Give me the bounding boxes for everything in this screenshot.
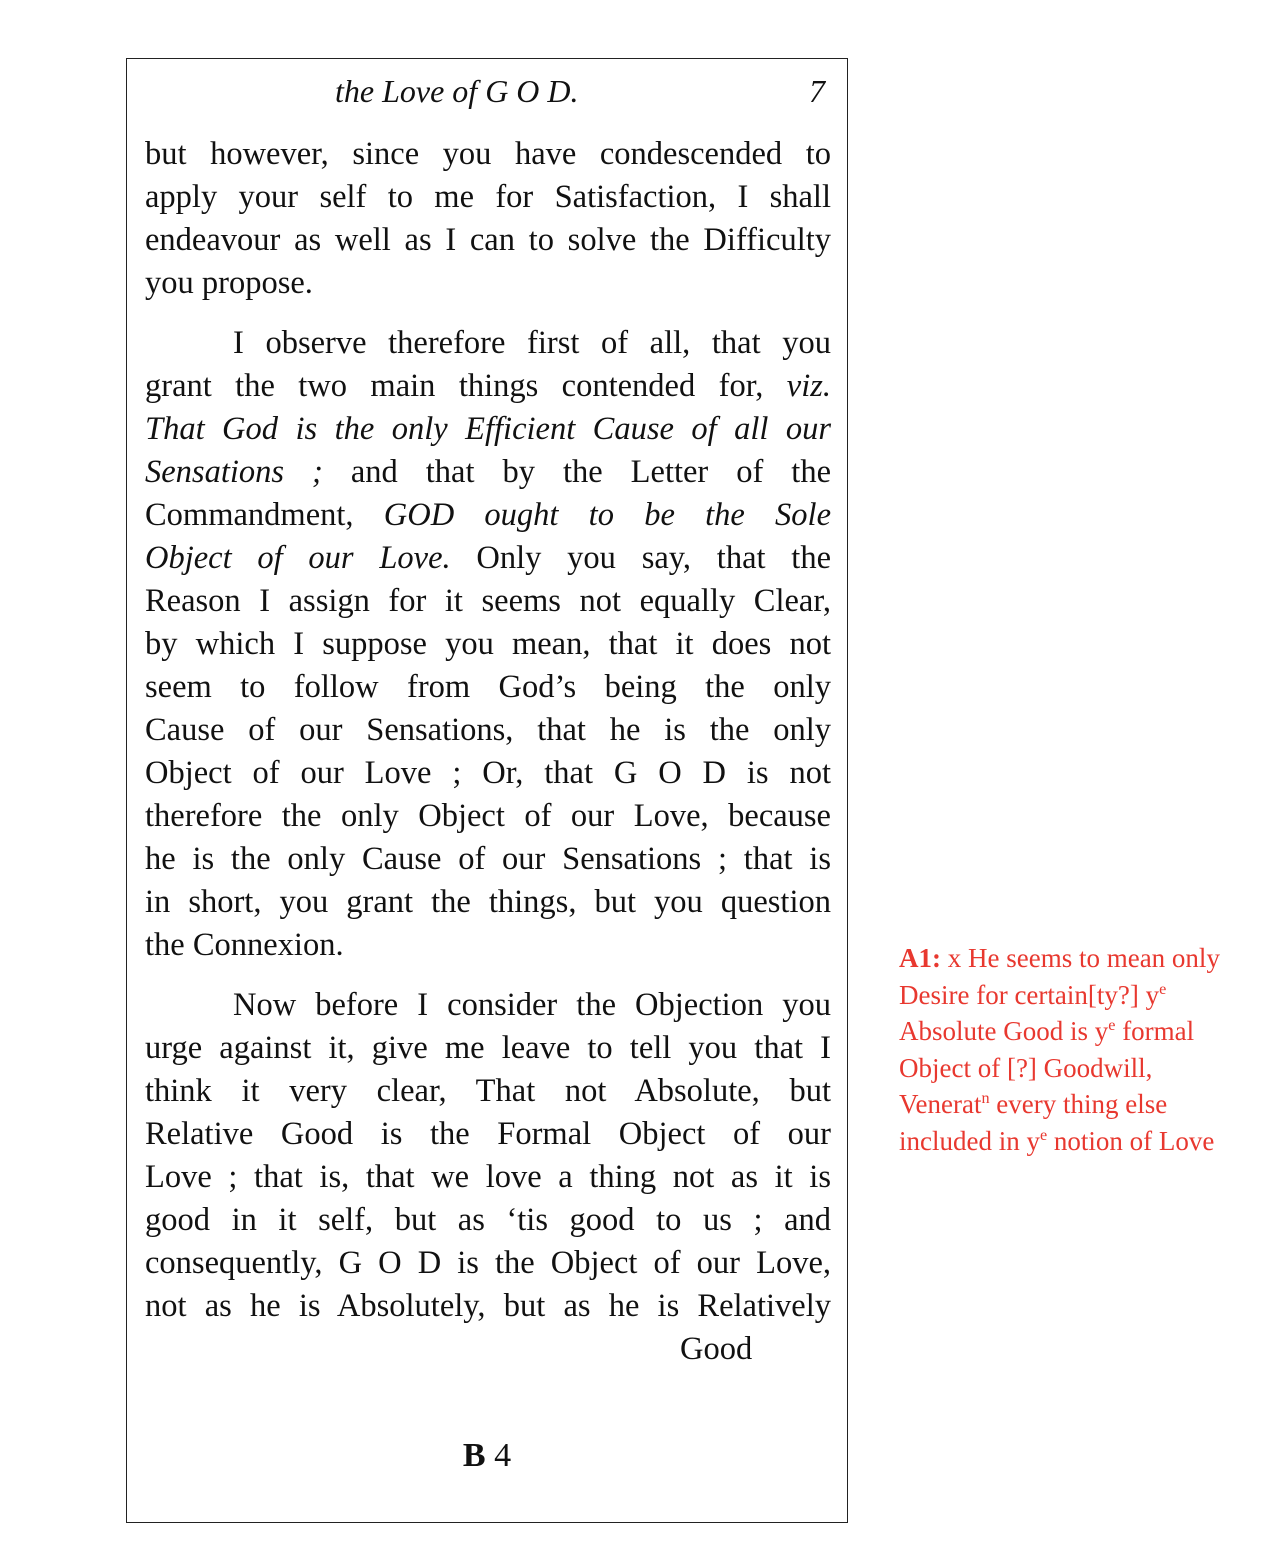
text-line: but however, since you have condescended to [145,136,831,172]
text-line: Now before I consider the Objection you [233,987,831,1023]
text-line: good in it self, but as ‘tis good to us ; and [145,1202,831,1238]
text-line: Object of our Love ; Or, that G O D is not [145,755,831,791]
text-line: Relative Good is the Formal Object of our [145,1116,831,1152]
text-line: I observe therefore first of all, that you [233,325,831,361]
italic-run: Sensations ; [145,454,323,490]
annotation-line [899,977,1269,1014]
text-line: endeavour as well as I can to solve the Difficulty [145,222,831,258]
italic-run: Object of our Love. [145,540,451,576]
annotation-line [899,940,1269,977]
paragraph-1 [145,133,831,305]
italic-run: GOD ought to be the Sole [383,497,831,533]
text-line: urge against it, give me leave to tell you that I [145,1030,831,1066]
book-page [126,58,848,1523]
text-line [145,494,831,537]
italic-run: viz. [786,368,831,404]
annotation-line [899,1013,1269,1050]
text-line: Love ; that is, that we love a thing not as it is [145,1159,831,1195]
annotation-text: Absolute Good is y [899,1016,1109,1046]
running-head [127,73,847,113]
catchword: Good [680,1331,753,1367]
paragraph-3 [145,984,831,1328]
text-line: think it very clear, That not Absolute, but [145,1073,831,1109]
annotation-text: notion of Love [1047,1125,1215,1156]
annotation-superscript: n [981,1089,990,1107]
text-line: he is the only Cause of our Sensations ; that is [145,841,831,877]
page-number: 7 [809,73,825,109]
signature-number: 4 [494,1437,512,1474]
annotation-label: A1: [899,943,941,973]
annotation-line: Object of [?] Goodwill, [899,1052,1153,1083]
running-title: the Love of G O D. [335,73,579,109]
annotation-superscript: e [1159,979,1167,998]
text-line: in short, you grant the things, but you question [145,884,831,920]
text-run: Commandment, [145,497,354,533]
margin-annotation [899,940,1269,1159]
text-line [145,408,831,451]
annotation-line [899,1123,1269,1160]
annotation-text: included in y [899,1125,1040,1156]
annotation-superscript: e [1039,1125,1048,1144]
text-run: grant the two main things contended for, [145,368,764,404]
annotation-superscript: e [1108,1016,1116,1034]
text-line [145,365,831,408]
text-line: not as he is Absolutely, but as he is Relatively [145,1288,831,1324]
text-run: and that by the Letter of the [350,454,831,490]
italic-run: That God is the only Efficient Cause of all our [145,411,831,447]
text-line [145,537,831,580]
text-line [145,451,831,494]
text-run: Only you say, that the [476,540,832,576]
body-text [145,133,831,1328]
text-line: apply your self to me for Satisfaction, I shall [145,179,831,215]
text-line: you propose. [145,265,313,301]
annotation-text: Venerat [899,1089,982,1119]
annotation-text: Desire for certain[ty?] y [899,979,1160,1010]
text-line: by which I suppose you mean, that it does not [145,626,831,662]
text-line: Cause of our Sensations, that he is the only [145,712,831,748]
annotation-text: x He seems to mean only [947,943,1220,973]
signature-mark [127,1437,847,1475]
paragraph-2 [145,322,831,967]
annotation-text: every thing else [989,1089,1168,1119]
text-line: seem to follow from God’s being the only [145,669,831,705]
annotation-line [899,1086,1269,1123]
signature-letter: B [462,1437,486,1474]
text-line: the Connexion. [145,927,344,963]
text-line: therefore the only Object of our Love, because [145,798,831,834]
text-line: Reason I assign for it seems not equally Clear, [145,583,831,619]
text-line: consequently, G O D is the Object of our Love, [145,1245,831,1281]
annotation-text: formal [1115,1016,1195,1046]
